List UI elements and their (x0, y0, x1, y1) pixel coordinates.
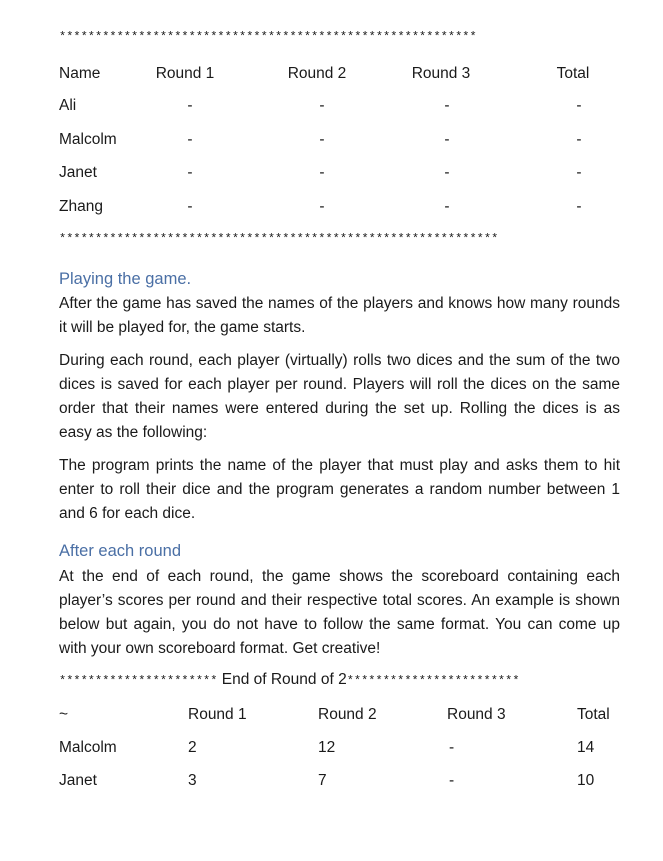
total-score: - (576, 198, 582, 215)
round1-score: - (187, 131, 193, 148)
section-heading-after-round: After each round (59, 542, 181, 560)
table1-header-round1: Round 1 (155, 65, 215, 82)
round2-score: 7 (318, 772, 327, 789)
table1-border-top: ********************************************************** (59, 30, 477, 44)
total-score: - (576, 97, 582, 114)
round1-score: 3 (188, 772, 197, 789)
round3-score: - (444, 198, 450, 215)
round2-score: - (319, 131, 325, 148)
round3-score: - (449, 739, 455, 756)
player-name: Janet (59, 164, 97, 181)
player-name: Janet (59, 772, 97, 789)
paragraph: After the game has saved the names of the players and knows how many rounds it will be played for, the game starts. (59, 295, 620, 336)
total-score: 14 (577, 739, 595, 756)
table1-header-round2: Round 2 (287, 65, 347, 82)
round2-score: - (319, 97, 325, 114)
section-heading-playing: Playing the game. (59, 270, 192, 288)
table1-header-round3: Round 3 (411, 65, 471, 82)
paragraph: During each round, each player (virtually) rolls two dices and the sum of the two dices is saved for each player per round. Players will roll the dices on the same order that their names were entered during the set up. Rolling the dices is as easy as the following: (59, 352, 620, 441)
paragraph: At the end of each round, the game shows the scoreboard containing each player’s scores per round and their respective total scores. An example is shown below but again, you do not have to follow the same format. You can come up with your own scoreboard format. Get creative! (59, 568, 620, 657)
round-banner (59, 671, 620, 690)
table2-header-round2: Round 2 (318, 706, 377, 723)
table1-header-name: Name (59, 65, 101, 82)
total-score: - (576, 131, 582, 148)
table2-header-marker: ~ (59, 706, 69, 723)
table1-header-total: Total (556, 65, 590, 82)
paragraph: The program prints the name of the player that must play and asks them to hit enter to roll their dice and the program generates a random number between 1 and 6 for each dice. (59, 457, 620, 522)
table1-border-bottom: ************************************************************* (59, 232, 499, 246)
player-name: Malcolm (59, 739, 117, 756)
total-score: 10 (577, 772, 595, 789)
round1-score: - (187, 97, 193, 114)
round3-score: - (444, 164, 450, 181)
player-name: Zhang (59, 198, 103, 215)
player-name: Ali (59, 97, 77, 114)
round1-score: - (187, 164, 193, 181)
round1-score: - (187, 198, 193, 215)
round1-score: 2 (188, 739, 197, 756)
table2-header-round1: Round 1 (188, 706, 247, 723)
banner-stars-left: ********************** (59, 674, 218, 688)
table2-header-round3: Round 3 (447, 706, 506, 723)
round3-score: - (444, 97, 450, 114)
round3-score: - (444, 131, 450, 148)
total-score: - (576, 164, 582, 181)
round2-score: - (319, 198, 325, 215)
banner-title: End of Round of 2 (217, 671, 347, 688)
round2-score: 12 (318, 739, 336, 756)
round2-score: - (319, 164, 325, 181)
banner-stars-right: ************************ (346, 674, 520, 688)
table2-header-total: Total (577, 706, 610, 723)
player-name: Malcolm (59, 131, 117, 148)
round3-score: - (449, 772, 455, 789)
